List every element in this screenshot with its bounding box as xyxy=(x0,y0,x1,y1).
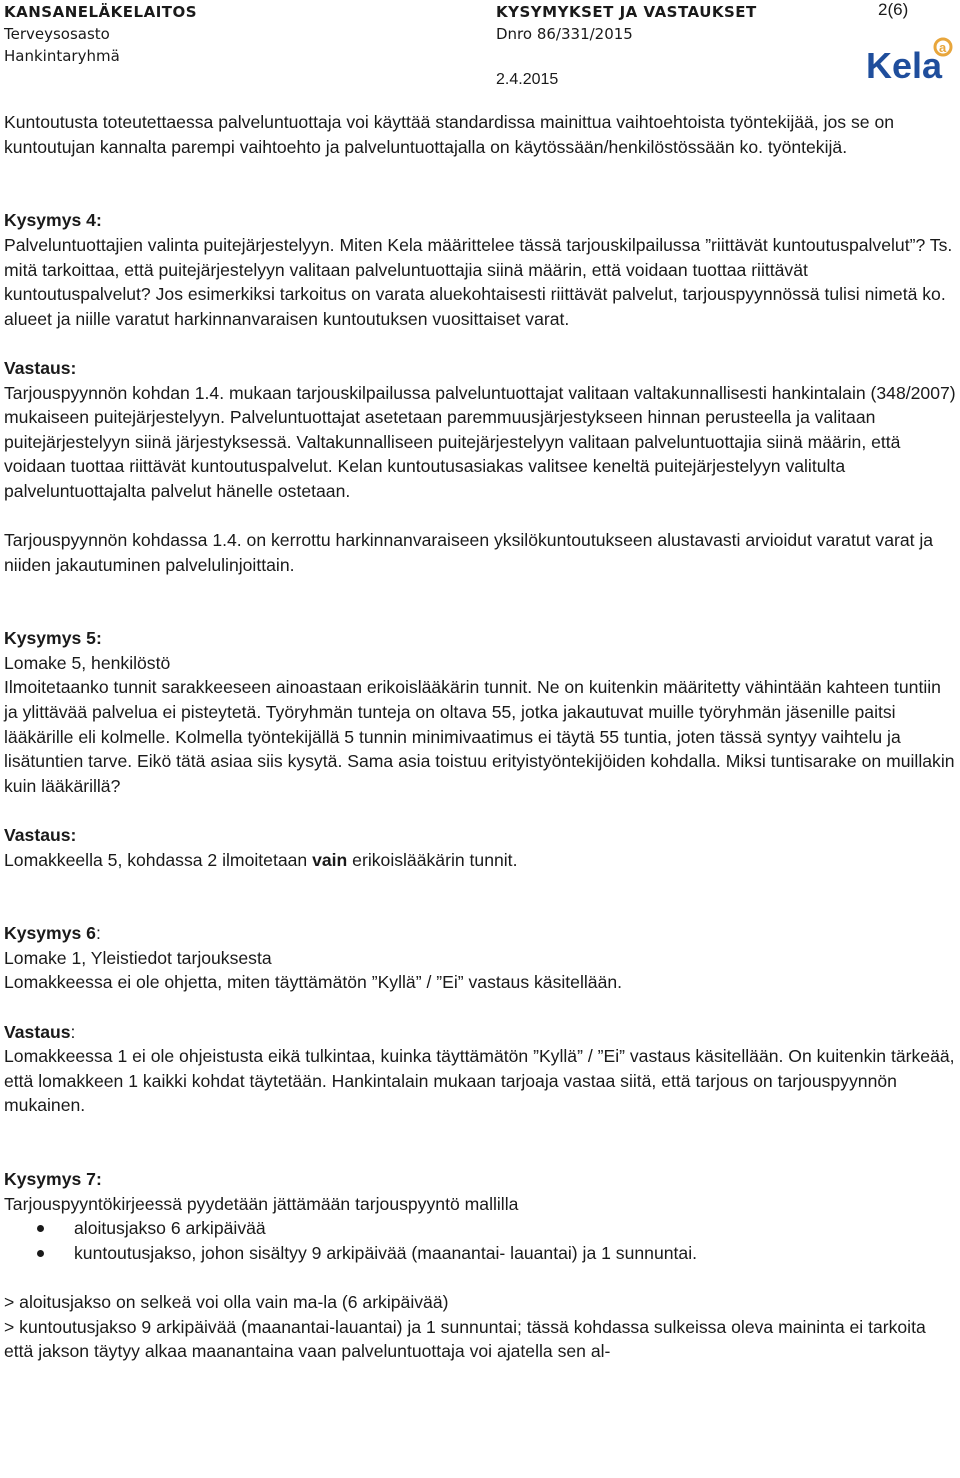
question-7-text: Tarjouspyyntökirjeessä pyydetään jättämään tarjouspyyntö mallilla xyxy=(4,1193,519,1214)
question-7-bullet-list xyxy=(4,1216,956,1265)
question-4-text: Palveluntuottajien valinta puitejärjestelyyn. Miten Kela määrittelee tässä tarjouskilpailussa ”riittävät kuntoutuspalvelut”? Ts. mitä tarkoittaa, että puitejärjestelyyn valitaan palveluntuottajia siinä määrin, että voidaan tuottaa riittävät kuntoutuspalvelut? Jos esimerkiksi tarkoitus on varata aluekohtaisesti riittävät palvelut, tarjouspyynnössä tulisi nimetä ko. alueet ja niille varatut harkinnanvaraisen kuntoutuksen vuosittaiset varat. xyxy=(4,234,953,329)
organization-unit: Terveysosasto xyxy=(4,25,110,43)
question-6-heading: Kysymys 6: xyxy=(4,923,101,944)
svg-text:a: a xyxy=(939,40,947,55)
organization-group: Hankintaryhmä xyxy=(4,47,120,65)
question-6-text: Lomakkeessa ei ole ohjetta, miten täyttämätön ”Kyllä” / ”Ei” vastaus käsitellään. xyxy=(4,972,623,993)
answer-4-heading: Vastaus: xyxy=(4,357,77,378)
question-7-heading: Kysymys 7: xyxy=(4,1168,102,1189)
list-item: aloitusjakso 6 arkipäivää xyxy=(4,1216,956,1241)
intro-paragraph: Kuntoutusta toteutettaessa palveluntuottaja voi käyttää standardissa mainittua vaihtoehtoista työntekijää, jos se on kuntoutujan kannalta parempi vaihtoehto ja palveluntuottajalla on käytössään/henkilöstössään ko. työntekijä. xyxy=(4,112,895,157)
question-7-line-2: > kuntoutusjakso 9 arkipäivää (maanantai-lauantai) ja 1 sunnuntai; tässä kohdassa sulkeissa oleva maininta ei tarkoita että jakson täytyy alkaa maanantaina vaan palveluntuottaja voi ajatella sen al- xyxy=(4,1316,926,1362)
answer-5-heading: Vastaus: xyxy=(4,825,77,846)
document-body xyxy=(4,110,956,1364)
question-7-line-1: > aloitusjakso on selkeä voi olla vain ma-la (6 arkipäivää) xyxy=(4,1291,449,1312)
document-type: KYSYMYKSET JA VASTAUKSET xyxy=(496,3,757,21)
answer-5-text: Lomakkeella 5, kohdassa 2 ilmoitetaan vain erikoislääkärin tunnit. xyxy=(4,849,518,870)
answer-6-text: Lomakkeessa 1 ei ole ohjeistusta eikä tulkintaa, kuinka täyttämätön ”Kyllä” / ”Ei” vastaus käsitellään. On kuitenkin tärkeää, että lomakkeen 1 kaikki kohdat täytetään. Hankintalain mukaan tarjoaja vastaa siitä, että tarjous on tarjouspyynnön mukainen. xyxy=(4,1046,955,1116)
document-number: Dnro 86/331/2015 xyxy=(496,25,633,43)
document-date: 2.4.2015 xyxy=(496,71,559,88)
organization-name: KANSANELÄKELAITOS xyxy=(4,3,198,21)
answer-4-paragraph-2: Tarjouspyynnön kohdassa 1.4. on kerrottu harkinnanvaraiseen yksilökuntoutukseen alustavasti arvioidut varatut varat ja niiden jakautuminen palvelulinjoittain. xyxy=(4,530,934,575)
page-number: 2(6) xyxy=(878,0,909,19)
question-5-subheading: Lomake 5, henkilöstö xyxy=(4,652,171,673)
question-5-text: Ilmoitetaanko tunnit sarakkeeseen ainoastaan erikoislääkärin tunnit. Ne on kuitenkin määritetty vähintään kahteen tuntiin ja ylittävää palvelua ei pisteytetä. Työryhmän tunteja on oltava 55, jotka jakautuvat muille työryhmän jäsenille paitsi lääkärille eli kolmelle. Kolmella työntekijällä 5 tunnin minimivaatimus ei täytä 55 tuntia, joten tässä syntyy vaihtelu ja lisätuntien tarve. Eikö tätä asiaa siis kysytä. Sama asia toistuu erityistyöntekijöiden kohdalla. Miksi tuntisarake on muillakin kuin lääkärillä? xyxy=(4,677,955,796)
list-item: kuntoutusjakso, johon sisältyy 9 arkipäivää (maanantai- lauantai) ja 1 sunnuntai. xyxy=(4,1241,956,1266)
kela-logo xyxy=(864,36,956,84)
answer-6-heading: Vastaus: xyxy=(4,1021,76,1042)
question-6-subheading: Lomake 1, Yleistiedot tarjouksesta xyxy=(4,947,272,968)
question-4-heading: Kysymys 4: xyxy=(4,210,102,231)
logo-text: Kela xyxy=(866,45,943,84)
answer-4-paragraph-1: Tarjouspyynnön kohdan 1.4. mukaan tarjouskilpailussa palveluntuottajat valitaan valtakunnallisesti hankintalain (348/2007) mukaiseen puitejärjestelyyn. Palveluntuottajat asetetaan paremmuusjärjestykseen hinnan perusteella ja valitaan puitejärjestelyyn siinä järjestyksessä. Valtakunnalliseen puitejärjestelyyn valitaan palveluntuottajia siinä määrin, että voidaan tuottaa riittävät kuntoutuspalvelut. Kelan kuntoutusasiakas valitsee keneltä puitejärjestelyyn valitulta palveluntuottajalta palvelut hänelle ostetaan. xyxy=(4,382,956,501)
question-5-heading: Kysymys 5: xyxy=(4,628,102,649)
